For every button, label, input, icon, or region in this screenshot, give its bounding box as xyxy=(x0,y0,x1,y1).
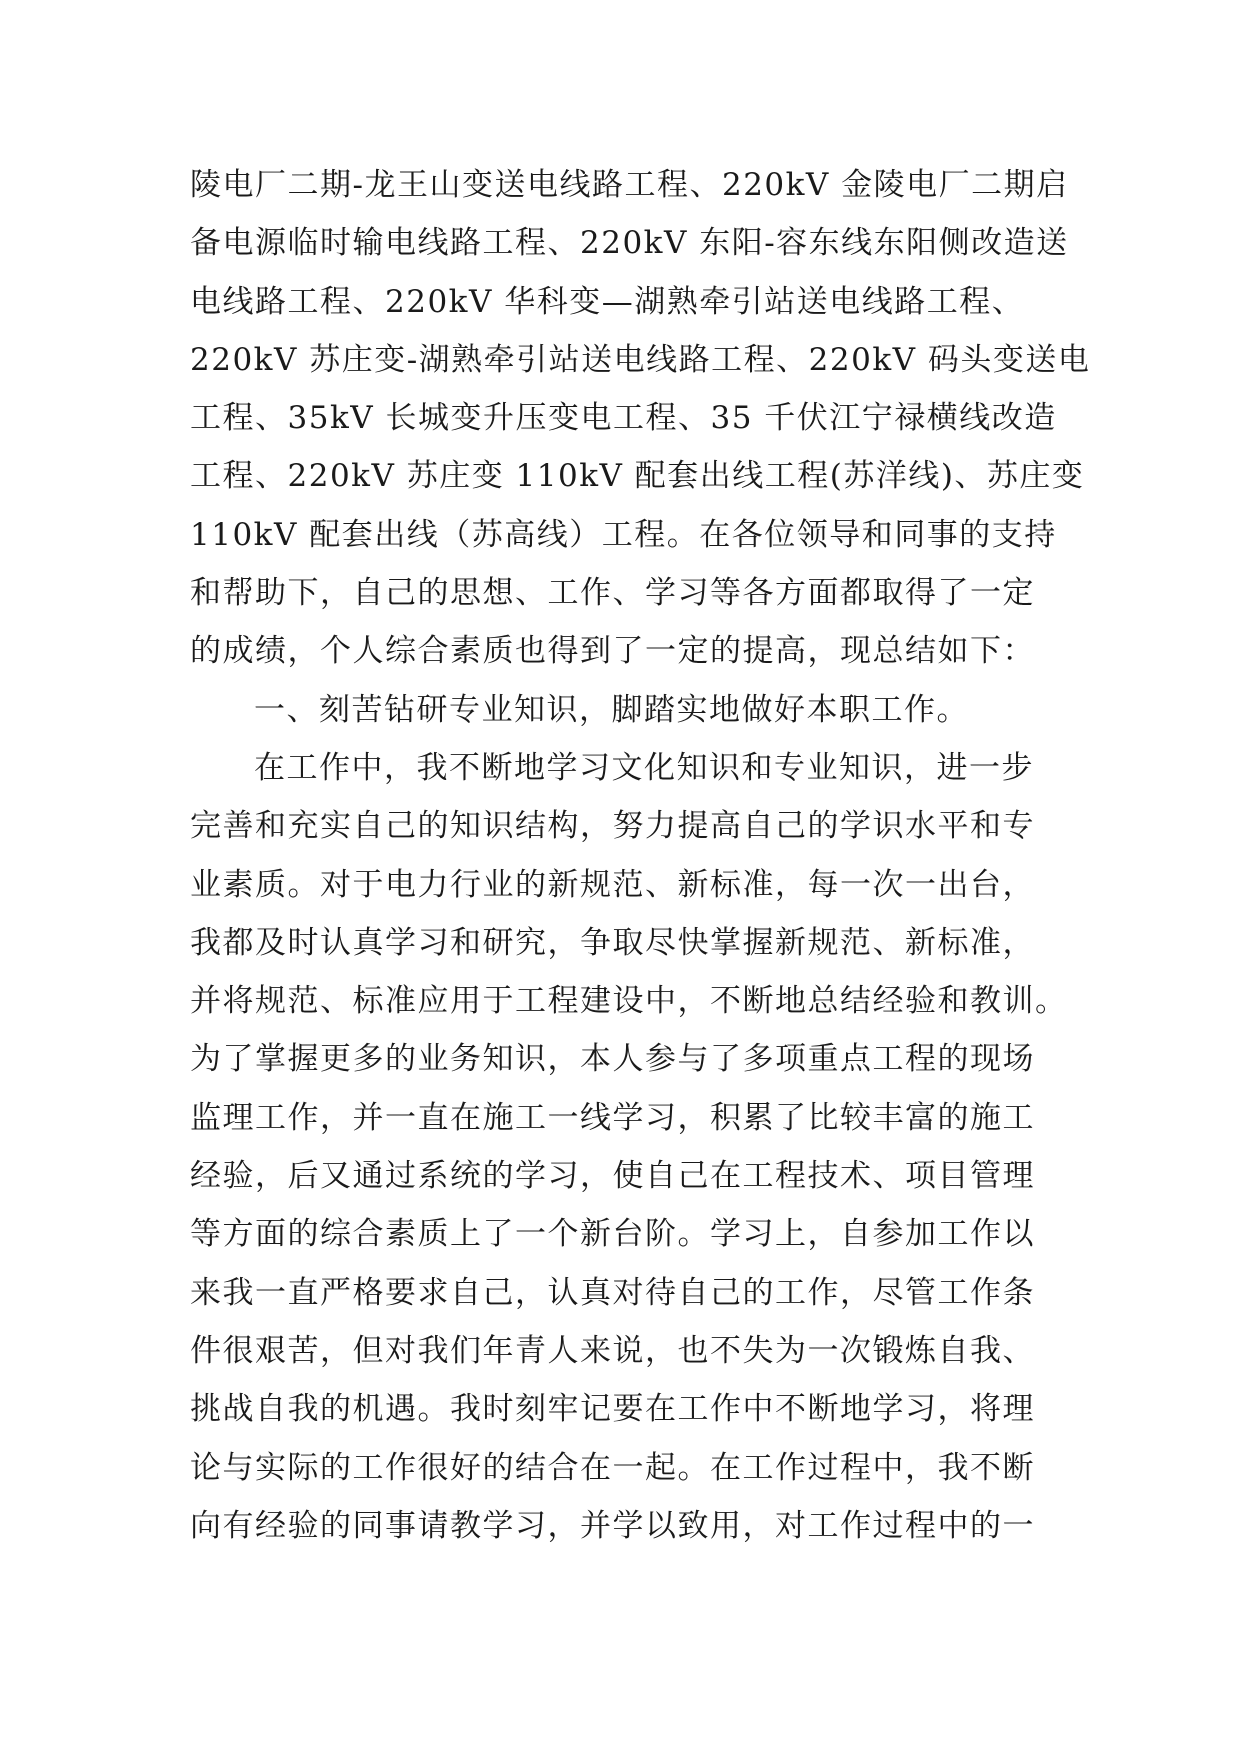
text-line: 论与实际的工作很好的结合在一起。在工作过程中，我不断 xyxy=(190,1449,1035,1486)
text-line: 等方面的综合素质上了一个新台阶。学习上，自参加工作以 xyxy=(190,1216,1035,1253)
text-line: 110kV 配套出线（苏高线）工程。在各位领导和同事的支持 xyxy=(190,516,1057,553)
text-line: 陵电厂二期-龙王山变送电线路工程、220kV 金陵电厂二期启 xyxy=(190,167,1069,203)
text-line: 我都及时认真学习和研究，争取尽快掌握新规范、新标准， xyxy=(190,924,1035,961)
text-line: 220kV 苏庄变-湖熟牵引站送电线路工程、220kV 码头变送电 xyxy=(190,341,1091,378)
text-line: 挑战自我的机遇。我时刻牢记要在工作中不断地学习，将理 xyxy=(190,1391,1035,1428)
text-line: 监理工作，并一直在施工一线学习，积累了比较丰富的施工 xyxy=(190,1099,1035,1136)
text-line: 工程、220kV 苏庄变 110kV 配套出线工程(苏洋线)、苏庄变 xyxy=(190,458,1085,495)
text-line: 和帮助下，自己的思想、工作、学习等各方面都取得了一定 xyxy=(190,575,1035,612)
text-line: 并将规范、标准应用于工程建设中，不断地总结经验和教训。 xyxy=(190,983,1068,1020)
paragraph-start: 在工作中，我不断地学习文化知识和专业知识，进一步 xyxy=(254,749,1034,786)
text-line: 工程、35kV 长城变升压变电工程、35 千伏江宁禄横线改造 xyxy=(190,400,1057,437)
text-line: 的成绩，个人综合素质也得到了一定的提高，现总结如下： xyxy=(190,633,1035,670)
text-line: 备电源临时输电线路工程、220kV 东阳-容东线东阳侧改造送 xyxy=(190,225,1069,262)
text-line: 为了掌握更多的业务知识，本人参与了多项重点工程的现场 xyxy=(190,1041,1035,1078)
text-line: 向有经验的同事请教学习，并学以致用，对工作过程中的一 xyxy=(190,1507,1035,1544)
body-text xyxy=(190,156,1091,1555)
text-line: 经验，后又通过系统的学习，使自己在工程技术、项目管理 xyxy=(190,1158,1035,1195)
text-line: 电线路工程、220kV 华科变—湖熟牵引站送电线路工程、 xyxy=(190,283,1025,320)
section-heading: 一、刻苦钻研专业知识，脚踏实地做好本职工作。 xyxy=(254,691,969,728)
text-line: 业素质。对于电力行业的新规范、新标准，每一次一出台， xyxy=(190,866,1035,903)
text-line: 完善和充实自己的知识结构，努力提高自己的学识水平和专 xyxy=(190,808,1035,845)
text-line: 来我一直严格要求自己，认真对待自己的工作，尽管工作条 xyxy=(190,1274,1035,1311)
text-line: 件很艰苦，但对我们年青人来说，也不失为一次锻炼自我、 xyxy=(190,1332,1035,1369)
